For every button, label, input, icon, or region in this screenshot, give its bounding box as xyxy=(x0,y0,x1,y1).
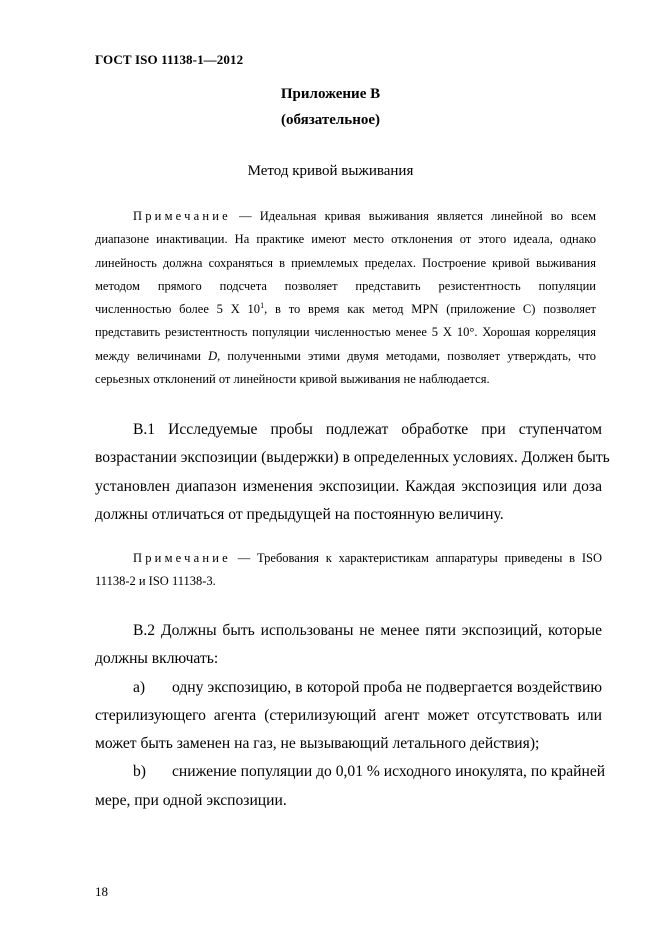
note-1-line-5b: , в то время как метод MPN (приложение С) позволяет xyxy=(264,302,596,317)
b2-item-b-line-1: снижение популяции до 0,01 % исходного инокулята, по крайней xyxy=(172,763,606,781)
note-1-label: Примечание xyxy=(133,209,231,223)
note-1-dash: — xyxy=(239,209,252,223)
note-1-line-2: диапазоне инактивации. На практике имеют место отклонения от этого идеала, однако xyxy=(95,232,596,247)
b2-item-a-line-1: одну экспозицию, в которой проба не подвергается воздействию xyxy=(172,678,602,696)
note-2 xyxy=(95,547,602,594)
document-header: ГОСТ ISO 11138-1—2012 xyxy=(95,52,244,67)
clause-b1 xyxy=(95,416,610,529)
b1-line-1: В.1 Исследуемые пробы подлежат обработке при ступенчатом xyxy=(133,421,602,438)
note-1-line-5 xyxy=(95,298,596,321)
b1-line-2: возрастании экспозиции (выдержки) в определенных условиях. Должен быть xyxy=(95,449,610,467)
appendix-title: Приложение B xyxy=(280,86,381,102)
note-2-line-2: 11138-2 и ISO 11138-3. xyxy=(95,574,216,589)
b2-item-b xyxy=(95,758,606,786)
b2-item-a-label: a) xyxy=(133,678,146,696)
note-1-line-4: методом прямого подсчета позволяет представить резистентность популяции xyxy=(95,278,596,293)
method-title: Метод кривой выживания xyxy=(247,163,414,179)
b2-line-1: В.2 Должны быть использованы не менее пяти экспозиций, которые xyxy=(133,622,602,639)
note-1-line-8: серьезных отклонений от линейности кривой выживания не наблюдается. xyxy=(95,372,490,387)
b2-item-a-line-2: стерилизующего агента (стерилизующий агент может отсутствовать или xyxy=(95,706,602,724)
note-1-line-3: линейность должна сохраняться в приемлемых пределах. Построение кривой выживания xyxy=(95,255,596,270)
appendix-status: (обязательное) xyxy=(280,112,381,128)
note-1 xyxy=(95,205,596,391)
note-1-line-7a: между величинами xyxy=(95,348,209,363)
note-2-line-1: Требования к характеристикам аппаратуры приведены в ISO xyxy=(256,551,603,565)
note-1-line-6: представить резистентность популяции численностью менее 5 X 10°. Хорошая корреляция xyxy=(95,325,596,340)
b2-item-a xyxy=(95,674,602,702)
note-1-line-5a: численностью более 5 X 10 xyxy=(95,302,261,317)
note-2-dash: — xyxy=(237,551,251,565)
b2-line-2: должны включать: xyxy=(95,650,219,668)
note-2-label: Примечание xyxy=(133,551,231,565)
note-1-line-7 xyxy=(95,345,596,368)
page-number: 18 xyxy=(95,884,108,899)
b1-line-4: должны отличаться от предыдущей на постоянную величину. xyxy=(95,505,504,523)
note-1-variable-d: D xyxy=(208,348,218,363)
b2-item-b-label: b) xyxy=(133,763,146,781)
note-1-line-1: Идеальная кривая выживания является линейной во всем xyxy=(259,209,596,223)
b1-line-3: установлен диапазон изменения экспозиции. Каждая экспозиция или доза xyxy=(95,477,602,495)
note-1-line-7b: , полученными этими двумя методами, позволяет утверждать, что xyxy=(217,348,596,363)
note-1-superscript: 1 xyxy=(260,301,265,311)
b2-item-a-line-3: может быть заменен на газ, не вызывающий летального действия); xyxy=(95,735,540,753)
b2-item-b-line-2: мере, при одной экспозиции. xyxy=(95,791,287,809)
clause-b2 xyxy=(95,617,606,815)
